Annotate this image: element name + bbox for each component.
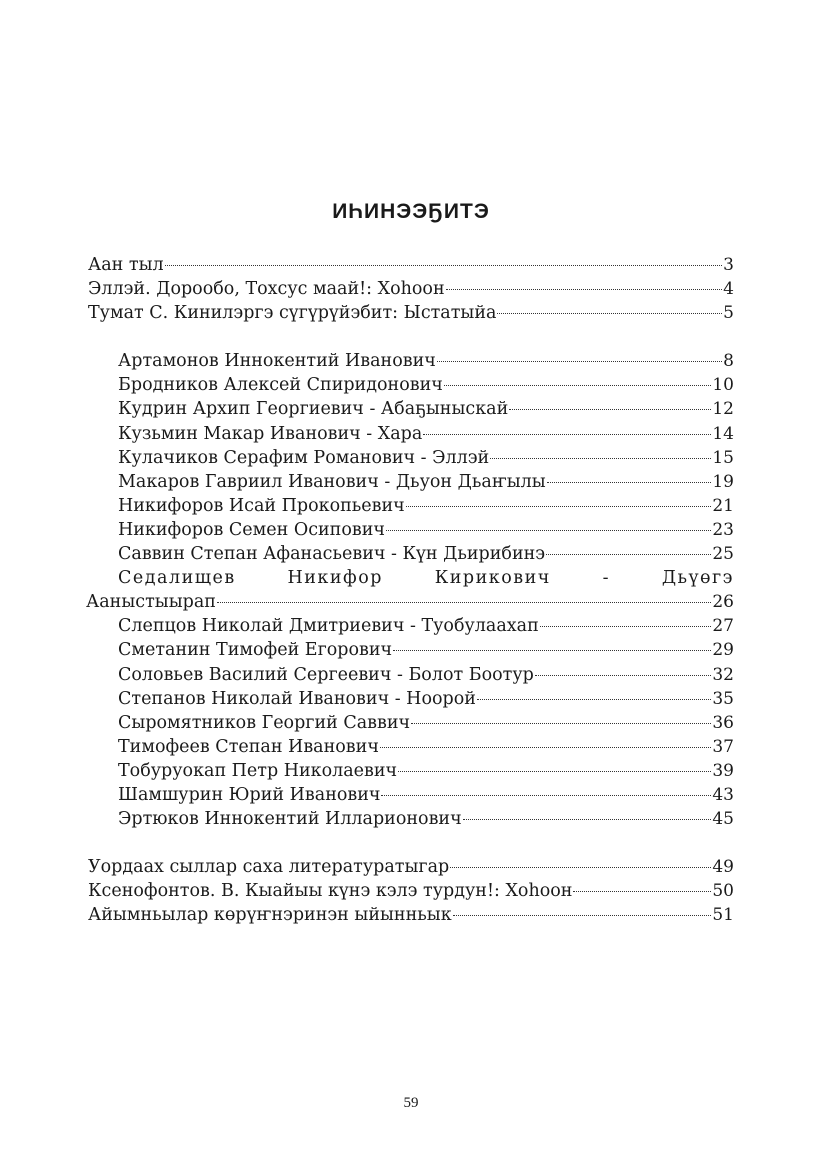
entry-page: 36: [712, 712, 734, 733]
dot-leader: [380, 747, 711, 748]
entry-label: Бродников Алексей Спиридонович: [118, 375, 443, 396]
entry-word: Седалищев: [118, 568, 236, 589]
toc-entry[interactable]: [88, 301, 734, 325]
dot-leader: [411, 723, 711, 724]
entry-label: Аан тыл: [88, 255, 164, 275]
entry-label: Ааныстыырап: [86, 592, 216, 613]
dot-leader: [547, 482, 712, 483]
entry-page: 50: [712, 881, 734, 902]
page-title: ИҺИНЭЭҔИТЭ: [332, 200, 490, 223]
dot-leader: [444, 385, 712, 386]
toc-entry[interactable]: [88, 711, 734, 735]
entry-label: Шамшурин Юрий Иванович: [118, 784, 381, 805]
entry-label: Тимофеев Степан Иванович: [118, 736, 379, 757]
entry-page: 51: [712, 905, 734, 926]
toc-entry[interactable]: [88, 253, 734, 277]
toc-entry[interactable]: [88, 470, 734, 494]
toc-entry[interactable]: [88, 397, 734, 421]
entry-label: Ксенофонтов. В. Кыайыы күнэ кэлэ турдун!: Хоhоон: [88, 881, 573, 902]
dot-leader: [453, 915, 712, 916]
entry-label: Кудрин Архип Георгиевич - Абаҕыныскай: [118, 399, 509, 420]
entry-page: 21: [712, 495, 734, 516]
entry-page: 35: [712, 688, 734, 709]
entry-page: 19: [712, 471, 734, 492]
entry-page: 3: [723, 255, 734, 275]
dot-leader: [165, 265, 723, 266]
entry-page: 29: [712, 640, 734, 661]
entry-page: 23: [712, 519, 734, 540]
dot-leader: [437, 361, 722, 362]
entry-word: Кирикович: [434, 568, 551, 589]
dot-leader: [540, 626, 712, 627]
dot-leader: [535, 675, 712, 676]
entry-label: Макаров Гавриил Иванович - Дьуон Дьаҥылы: [118, 471, 546, 492]
toc-entry[interactable]: [88, 494, 734, 518]
entry-page: 10: [712, 375, 734, 396]
entry-page: 45: [712, 809, 734, 830]
entry-label: Сыромятников Георгий Саввич: [118, 712, 411, 733]
entry-label: Эллэй. Дорообо, Тохсус маай!: Хоhоон: [88, 279, 445, 300]
toc-entry[interactable]: [88, 349, 734, 373]
toc-entry[interactable]: [88, 759, 734, 783]
entry-label: Айымньылар көрүҥнэринэн ыйынньык: [88, 905, 452, 926]
entry-page: 27: [712, 616, 734, 637]
entry-label: Слепцов Николай Дмитриевич - Туобулаахап: [118, 616, 539, 637]
toc-entry[interactable]: [88, 518, 734, 542]
dot-leader: [573, 891, 711, 892]
dot-leader: [446, 289, 723, 290]
dot-leader: [490, 458, 711, 459]
dot-leader: [509, 409, 711, 410]
entry-word: Никифор: [287, 568, 383, 589]
entry-label: Уордаах сыллар саха литературатыгар: [88, 857, 450, 878]
entry-page: 49: [712, 857, 734, 878]
entry-label: Тобуруокап Петр Николаевич: [118, 760, 398, 781]
page-number: 59: [403, 1095, 419, 1111]
dot-leader: [477, 699, 711, 700]
entry-page: 37: [712, 736, 734, 757]
toc-entry[interactable]: [88, 807, 734, 831]
entry-label: Артамонов Иннокентий Иванович: [118, 351, 436, 372]
entry-word: Дьүөгэ: [661, 568, 734, 589]
entry-label: Никифоров Исай Прокопьевич: [118, 495, 405, 516]
dot-leader: [546, 554, 711, 555]
dot-leader: [393, 650, 711, 651]
entry-label: Никифоров Семен Осипович: [118, 519, 385, 540]
toc-entry[interactable]: [88, 422, 734, 446]
toc-entry[interactable]: [88, 638, 734, 662]
dot-leader: [463, 819, 712, 820]
entry-label: Соловьев Василий Сергеевич - Болот Боотур: [118, 664, 534, 685]
entry-page: 5: [723, 303, 734, 324]
toc-entry-wrapped[interactable]: [88, 566, 734, 590]
dot-leader: [217, 602, 711, 603]
dot-leader: [381, 795, 711, 796]
entry-label: Эртюков Иннокентий Илларионович: [118, 809, 462, 830]
toc-entry[interactable]: [88, 446, 734, 470]
dot-leader: [423, 434, 711, 435]
entry-label: Тумат С. Кинилэргэ сүгүрүйэбит: Ыстатыйа: [88, 303, 497, 324]
entry-page: 26: [712, 592, 734, 613]
entry-page: 12: [712, 399, 734, 420]
entry-page: 14: [712, 423, 734, 444]
toc-entry[interactable]: [88, 855, 734, 879]
toc-entry[interactable]: [88, 373, 734, 397]
toc-entry[interactable]: [88, 735, 734, 759]
dot-leader: [406, 506, 712, 507]
entry-page: 8: [723, 351, 734, 372]
toc-entry[interactable]: [88, 542, 734, 566]
entry-page: 32: [712, 664, 734, 685]
toc-entry[interactable]: [88, 663, 734, 687]
dot-leader: [450, 867, 711, 868]
entry-label: Сметанин Тимофей Егорович: [118, 640, 393, 661]
toc-entry[interactable]: [88, 687, 734, 711]
toc-entry[interactable]: [88, 879, 734, 903]
toc-entry[interactable]: [88, 277, 734, 301]
toc-entry-wrapped-continuation[interactable]: [86, 590, 734, 614]
entry-page: 15: [712, 447, 734, 468]
entry-label: Степанов Николай Иванович - Ноорой: [118, 688, 476, 709]
entry-label: Саввин Степан Афанасьевич - Күн Дьирибинэ: [118, 544, 546, 565]
entry-page: 25: [712, 544, 734, 565]
toc-entry[interactable]: [88, 903, 734, 927]
entry-page: 4: [723, 279, 734, 300]
entry-page: 43: [712, 784, 734, 805]
toc-entry[interactable]: [88, 783, 734, 807]
entry-label: Кулачиков Серафим Романович - Эллэй: [118, 447, 490, 468]
dot-leader: [398, 771, 711, 772]
entry-word: -: [602, 568, 611, 589]
dot-leader: [497, 313, 722, 314]
entry-page: 39: [712, 760, 734, 781]
toc-entry[interactable]: [88, 614, 734, 638]
table-of-contents: [88, 253, 734, 927]
entry-label: Кузьмин Макар Иванович - Хара: [118, 423, 423, 444]
dot-leader: [386, 530, 711, 531]
